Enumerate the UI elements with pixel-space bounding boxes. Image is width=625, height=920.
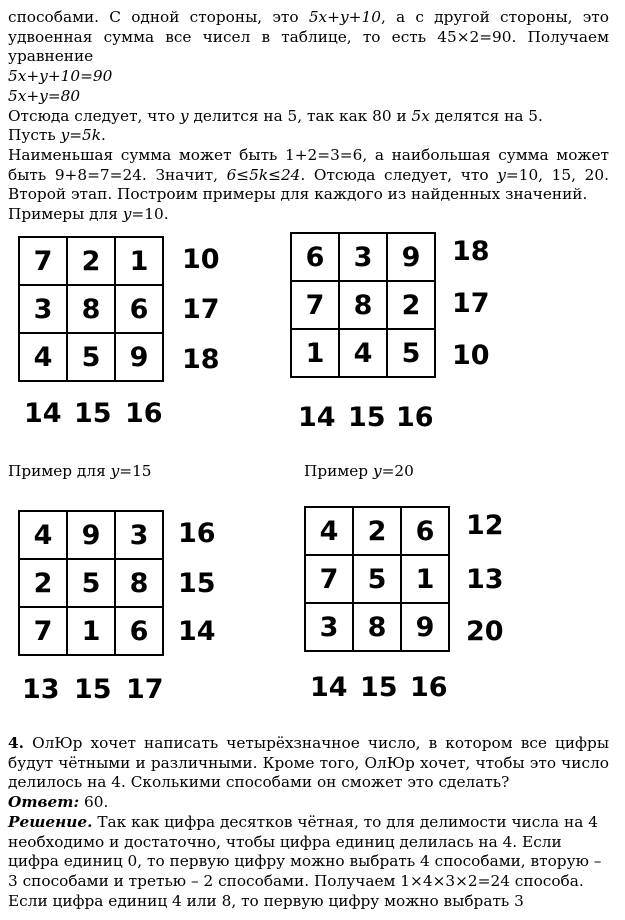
- solution-text-top: [8, 8, 609, 225]
- text-line: Примеры для y=10.: [8, 205, 169, 224]
- text-line: Отсюда следует, что y делится на 5, так как 80 и 5x делятся на 5.: [8, 106, 543, 125]
- grid-cell: 8: [339, 281, 387, 329]
- col-sum: 15: [360, 672, 398, 703]
- grid-cell: 1: [115, 237, 163, 285]
- grid-cell: 4: [19, 333, 67, 381]
- text-line: Если цифра единиц 4 или 8, то первую цифру можно выбрать 3: [8, 891, 524, 910]
- row-sum: 15: [178, 568, 216, 599]
- row-sum: 18: [452, 236, 490, 267]
- grid-cell: 2: [387, 281, 435, 329]
- grid-cell: 1: [67, 607, 115, 655]
- col-sum: 17: [126, 674, 164, 705]
- text-line: Второй этап. Построим примеры для каждого из найденных значений.: [8, 185, 588, 204]
- row-sum: 10: [452, 340, 490, 371]
- grid-cell: 2: [19, 559, 67, 607]
- row-sum: 10: [182, 244, 220, 275]
- number-grid-2: [290, 232, 436, 378]
- row-sum: 17: [452, 288, 490, 319]
- text-line: будут чётными и различными. Кроме того, ОлЮр хочет, чтобы это число: [8, 753, 609, 772]
- answer-line: Ответ: 60.: [8, 793, 109, 812]
- number-grid-1: [18, 236, 164, 382]
- grid-cell: 6: [115, 285, 163, 333]
- row-sum: 17: [182, 294, 220, 325]
- text-line: удвоенная сумма все чисел в таблице, то есть 45×2=90. Получаем: [8, 27, 609, 46]
- grid-cell: 8: [115, 559, 163, 607]
- grid-cell: 4: [305, 507, 353, 555]
- text-line: Пусть y=5k.: [8, 126, 106, 145]
- text-line: уравнение: [8, 47, 94, 66]
- grid-cell: 7: [19, 607, 67, 655]
- grid-cell: 8: [353, 603, 401, 651]
- grid-cell: 2: [353, 507, 401, 555]
- grid-cell: 5: [67, 333, 115, 381]
- row-sum: 12: [466, 510, 504, 541]
- row-sum: 20: [466, 616, 504, 647]
- grid-cell: 8: [67, 285, 115, 333]
- grid-cell: 9: [401, 603, 449, 651]
- grid-cell: 5: [67, 559, 115, 607]
- col-sum: 15: [74, 674, 112, 705]
- grid-cell: 5: [387, 329, 435, 377]
- col-sum: 15: [348, 402, 386, 433]
- grid-cell: 1: [401, 555, 449, 603]
- grid-cell: 3: [339, 233, 387, 281]
- grid-cell: 9: [67, 511, 115, 559]
- text-line: способами. С одной стороны, это 5x+y+10, а с другой стороны, это: [8, 8, 609, 26]
- grid-cell: 9: [387, 233, 435, 281]
- grid-cell: 6: [291, 233, 339, 281]
- grid-cell: 2: [67, 237, 115, 285]
- grid-cell: 9: [115, 333, 163, 381]
- row-sum: 14: [178, 616, 216, 647]
- row-sum: 18: [182, 344, 220, 375]
- grid-cell: 3: [115, 511, 163, 559]
- grid-cell: 4: [339, 329, 387, 377]
- grid-cell: 7: [19, 237, 67, 285]
- col-sum: 15: [74, 398, 112, 429]
- text-line: Наименьшая сумма может быть 1+2=3=6, а наибольшая сумма может: [8, 145, 609, 164]
- col-sum: 16: [410, 672, 448, 703]
- text-line: 3 способами и третью – 2 способами. Получаем 1×4×3×2=24 способа.: [8, 871, 584, 890]
- row-sum: 16: [178, 518, 216, 549]
- text-line: Решение. Так как цифра десятков чётная, то для делимости числа на 4: [8, 812, 598, 831]
- problem-4: [8, 734, 609, 911]
- col-sum: 14: [310, 672, 348, 703]
- text-line: делилось на 4. Сколькими способами он сможет это сделать?: [8, 773, 510, 792]
- grid-cell: 1: [291, 329, 339, 377]
- number-grid-3: [18, 510, 164, 656]
- caption-y20: Пример y=20: [304, 462, 414, 480]
- number-grid-4: [304, 506, 450, 652]
- grid-cell: 6: [115, 607, 163, 655]
- equation-line: 5x+y=80: [8, 86, 81, 105]
- text-line: быть 9+8=7=24. Значит, 6≤5k≤24. Отсюда следует, что y=10, 15, 20.: [8, 165, 609, 184]
- grid-cell: 7: [305, 555, 353, 603]
- caption-y15: Пример для y=15: [8, 462, 152, 480]
- col-sum: 16: [396, 402, 434, 433]
- text-line: 4. ОлЮр хочет написать четырёхзначное число, в котором все цифры: [8, 734, 609, 752]
- grid-cell: 3: [305, 603, 353, 651]
- grid-cell: 6: [401, 507, 449, 555]
- text-line: необходимо и достаточно, чтобы цифра единиц делилась на 4. Если: [8, 832, 562, 851]
- col-sum: 14: [24, 398, 62, 429]
- row-sum: 13: [466, 564, 504, 595]
- col-sum: 13: [22, 674, 60, 705]
- grid-cell: 7: [291, 281, 339, 329]
- grid-cell: 5: [353, 555, 401, 603]
- grid-cell: 4: [19, 511, 67, 559]
- col-sum: 16: [125, 398, 163, 429]
- col-sum: 14: [298, 402, 336, 433]
- equation-line: 5x+y+10=90: [8, 67, 113, 86]
- text-line: цифра единиц 0, то первую цифру можно выбрать 4 способами, вторую –: [8, 852, 602, 871]
- grid-cell: 3: [19, 285, 67, 333]
